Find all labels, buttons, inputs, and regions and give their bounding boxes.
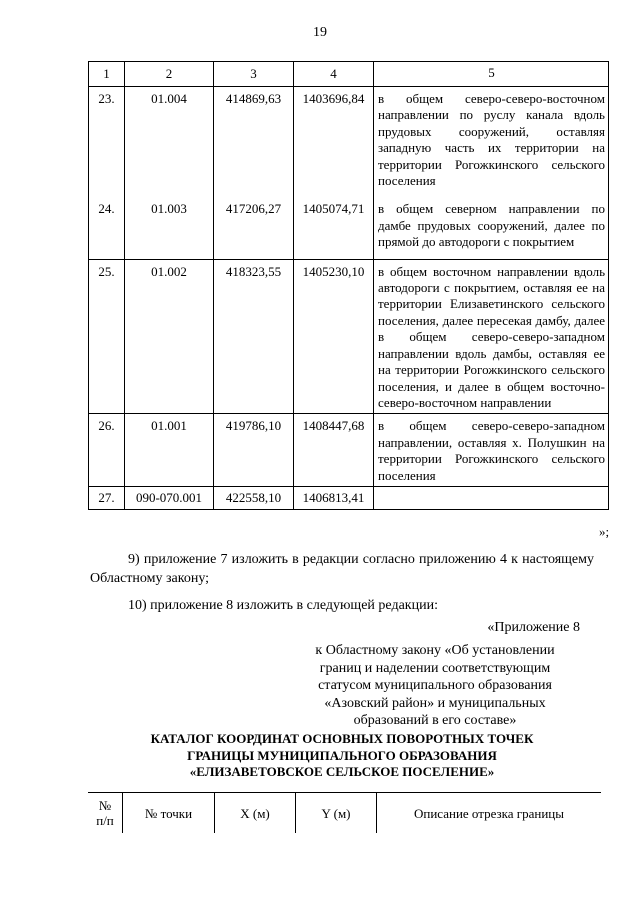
table-row [89, 486, 609, 509]
segment-description: в общем северном направлении по дамбе прудовых сооружений, далее по прямой до автодороги с покрытием [374, 191, 609, 259]
appendix-title: «Приложение 8 [487, 620, 580, 635]
appendix-subtitle-line: к Областному закону «Об установлении [315, 643, 555, 658]
y-coordinate: 1403696,84 [294, 87, 374, 192]
catalog-header-number [88, 793, 123, 834]
catalog-header-row [88, 793, 601, 834]
page-number: 19 [313, 25, 327, 40]
header-cell: 1 [89, 62, 125, 87]
row-number: 27. [89, 486, 125, 509]
point-id: 090-070.001 [125, 486, 214, 509]
catalog-header-number-line1: № [98, 798, 112, 813]
point-id: 01.003 [125, 191, 214, 259]
y-coordinate: 1408447,68 [294, 414, 374, 487]
catalog-header-point: № точки [123, 793, 215, 834]
catalog-title [90, 731, 594, 781]
header-cell: 2 [125, 62, 214, 87]
segment-description: в общем северо-северо-восточном направлении по руслу канала вдоль прудовых сооружений, оставляя западную часть их территории на территории Рогожкинского сельского поселения [374, 87, 609, 192]
segment-description: в общем восточном направлении вдоль автодороги с покрытием, оставляя ее на территории Елизаветинского сельского поселения, далее пересекая дамбу, далее в общем северо-северо-западном направлении вдоль дамбы, оставляя ее на территории Рогожкинского сельского поселения, и далее в общем восточно-северо-восточном направлении [374, 259, 609, 414]
point-id: 01.001 [125, 414, 214, 487]
row-number: 23. [89, 87, 125, 192]
header-cell: 5 [374, 62, 609, 87]
y-coordinate: 1405230,10 [294, 259, 374, 414]
segment-description [374, 486, 609, 509]
table-row [89, 259, 609, 414]
table-row [89, 87, 609, 192]
header-cell: 3 [214, 62, 294, 87]
appendix-subtitle-line: границ и наделении соответствующим [319, 660, 551, 676]
paragraph-9: 9) приложение 7 изложить в редакции согласно приложению 4 к настоящему Областному закону; [90, 552, 594, 586]
y-coordinate: 1405074,71 [294, 191, 374, 259]
table-header-row [89, 62, 609, 87]
row-number: 26. [89, 414, 125, 487]
catalog-header-number-line2: п/п [96, 813, 114, 828]
x-coordinate: 414869,63 [214, 87, 294, 192]
appendix-subtitle-line: статусом муниципального образования [318, 678, 552, 693]
row-number: 24. [89, 191, 125, 259]
catalog-title-line: КАТАЛОГ КООРДИНАТ ОСНОВНЫХ ПОВОРОТНЫХ ТОЧЕК [150, 731, 534, 746]
quote-closing-mark: »; [599, 524, 610, 539]
row-number: 25. [89, 259, 125, 414]
appendix-subtitle [300, 642, 570, 730]
catalog-header-description: Описание отрезка границы [413, 805, 564, 821]
catalog-header-x: X (м) [215, 793, 296, 834]
point-id: 01.004 [125, 87, 214, 192]
table-row [89, 414, 609, 487]
segment-description: в общем северо-северо-западном направлении, оставляя х. Полушкин на территории Рогожкинского сельского поселения [374, 414, 609, 487]
x-coordinate: 417206,27 [214, 191, 294, 259]
appendix-subtitle-line: образований в его составе» [353, 713, 517, 728]
paragraph-10: 10) приложение 8 изложить в следующей редакции: [128, 598, 438, 613]
coordinates-table [88, 61, 609, 510]
point-id: 01.002 [125, 259, 214, 414]
y-coordinate: 1406813,41 [294, 486, 374, 509]
x-coordinate: 422558,10 [214, 486, 294, 509]
catalog-table-header [88, 792, 601, 833]
x-coordinate: 418323,55 [214, 259, 294, 414]
appendix-subtitle-line: «Азовский район» и муниципальных [324, 695, 546, 711]
x-coordinate: 419786,10 [214, 414, 294, 487]
table-row [89, 191, 609, 259]
catalog-title-line: ГРАНИЦЫ МУНИЦИПАЛЬНОГО ОБРАЗОВАНИЯ [187, 747, 497, 763]
catalog-title-line: «ЕЛИЗАВЕТОВСКОЕ СЕЛЬСКОЕ ПОСЕЛЕНИЕ» [189, 764, 495, 779]
catalog-header-y: Y (м) [296, 793, 377, 834]
header-cell: 4 [294, 62, 374, 87]
